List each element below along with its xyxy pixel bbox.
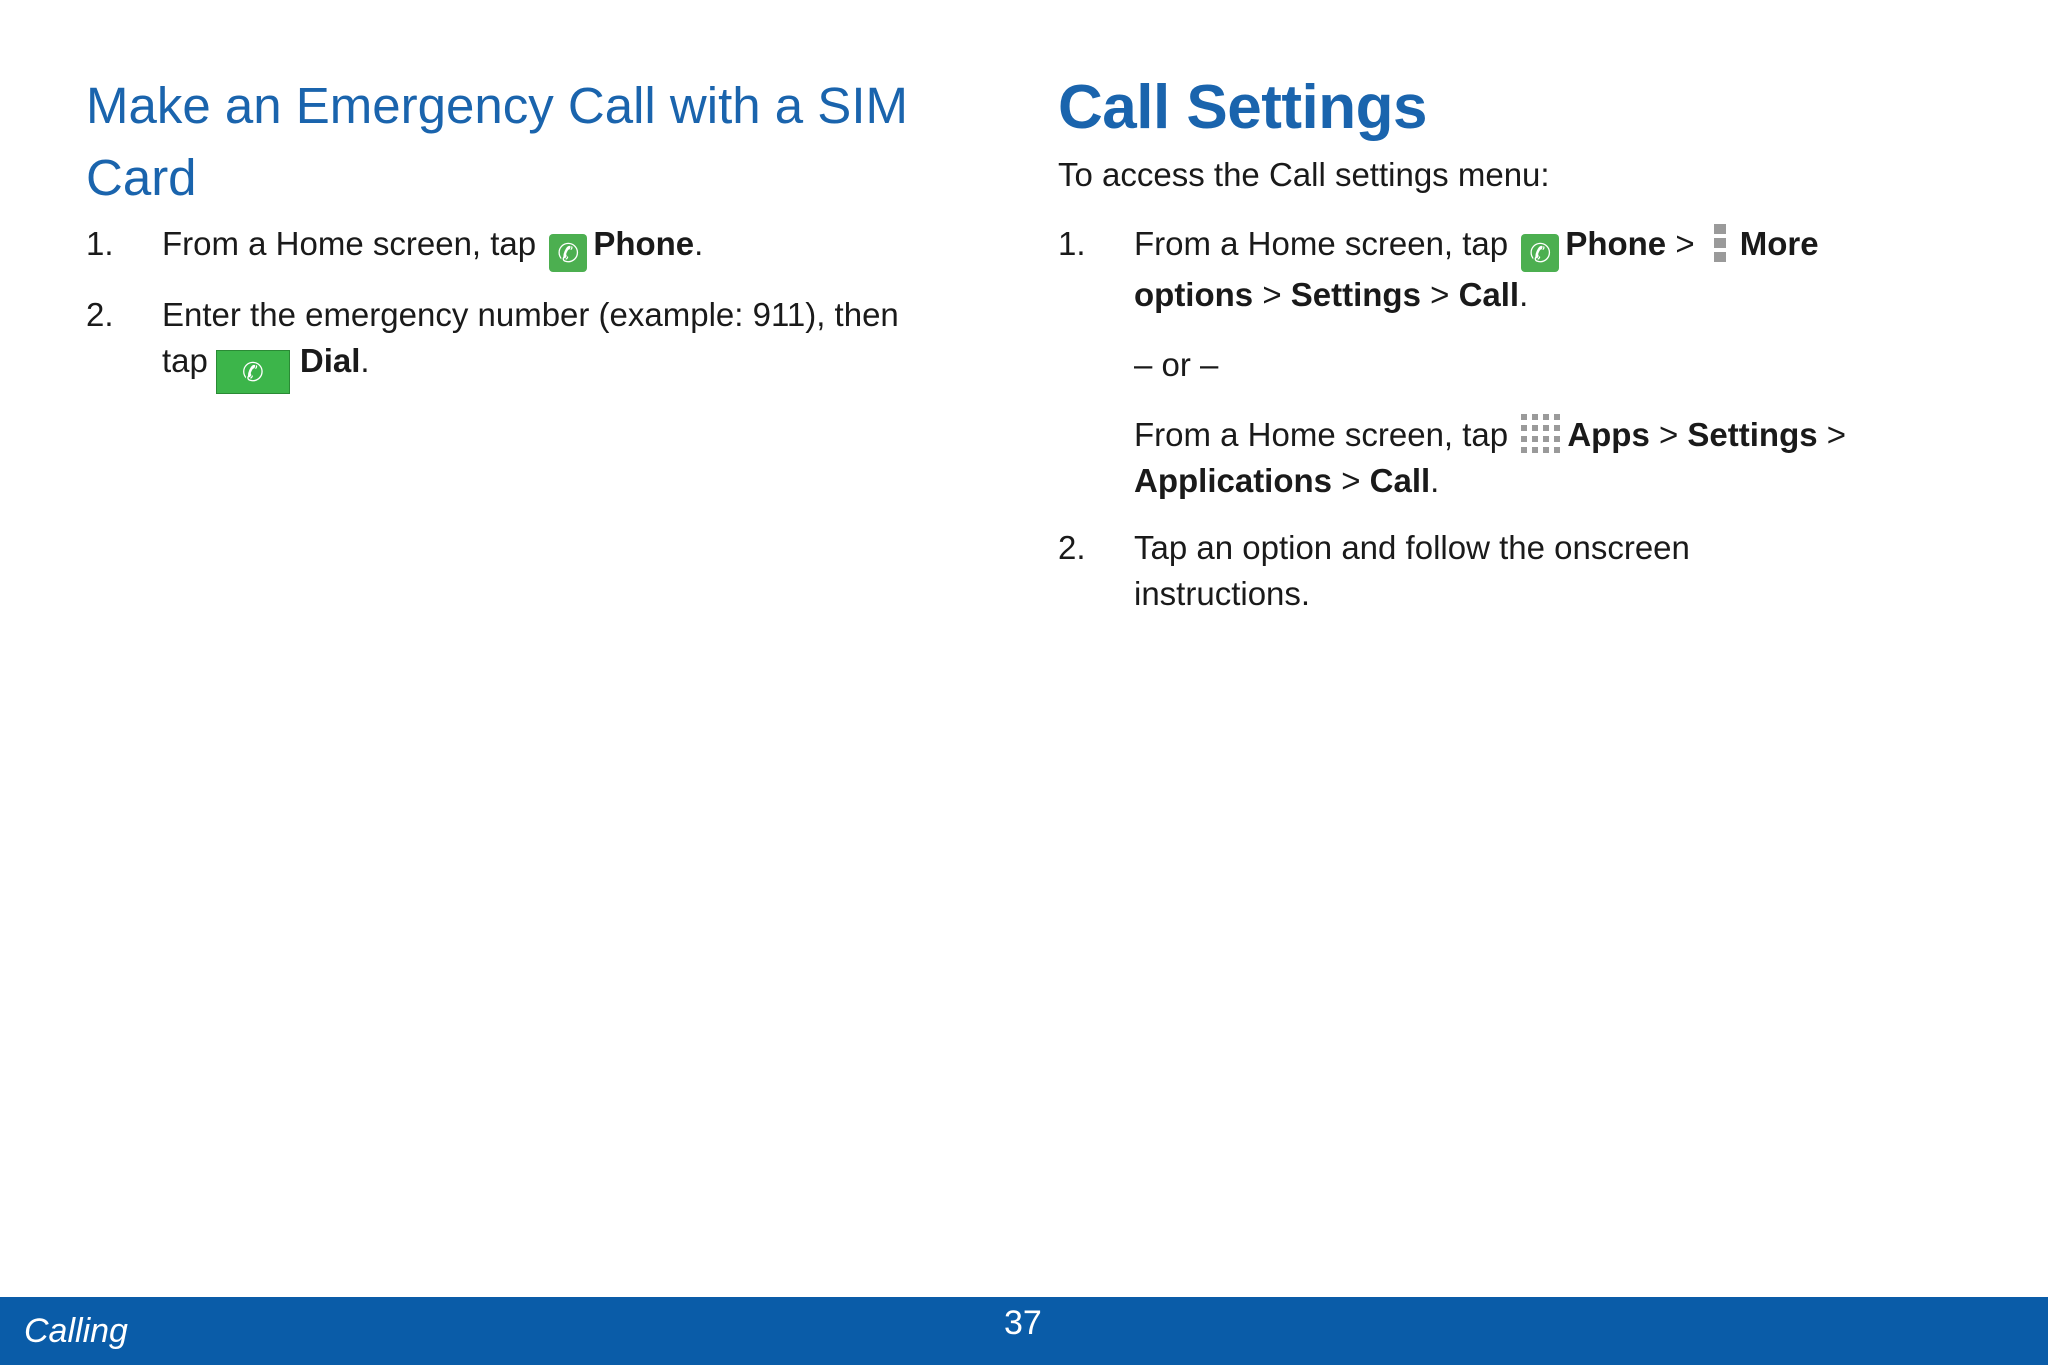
phone-label: Phone — [1565, 225, 1667, 262]
alt-step-text-pre: From a Home screen, tap — [1134, 416, 1509, 453]
path-separator: > — [1666, 225, 1704, 262]
step-text-pre: tap — [162, 342, 208, 379]
heading-line-1: Make an Emergency Call with a SIM — [86, 77, 908, 134]
step-text-post: . — [360, 342, 370, 379]
phone-icon: ✆ — [549, 234, 587, 272]
path-separator: > — [1649, 416, 1688, 453]
emergency-call-heading — [86, 70, 1006, 214]
path-separator: > — [1817, 416, 1847, 453]
apps-label: Apps — [1567, 416, 1650, 453]
dial-icon: ✆ — [216, 350, 290, 394]
phone-label: Phone — [593, 225, 695, 262]
call-label: Call — [1458, 276, 1520, 313]
path-separator: > — [1253, 276, 1291, 313]
step-number: 1. — [86, 225, 114, 262]
heading-line-2: Card — [86, 149, 197, 206]
step-text-line-1: Enter the emergency number (example: 911), then — [162, 296, 899, 333]
call-settings-heading: Call Settings — [1058, 73, 1428, 142]
step-text — [162, 292, 899, 394]
footer-section-title: Calling — [24, 1312, 128, 1350]
more-options-icon — [1714, 224, 1726, 262]
step-text-end: . — [1519, 276, 1529, 313]
call-settings-intro: To access the Call settings menu: — [1058, 156, 1550, 193]
step-number: 1. — [1058, 225, 1086, 262]
step-text-line-2: instructions. — [1134, 575, 1311, 612]
page-number: 37 — [1004, 1304, 1042, 1342]
settings-label: Settings — [1687, 416, 1818, 453]
step-text-post: . — [694, 225, 704, 262]
step-text-pre: From a Home screen, tap — [162, 225, 537, 262]
step-text-pre: From a Home screen, tap — [1134, 225, 1509, 262]
phone-icon: ✆ — [1521, 234, 1559, 272]
step-text — [1134, 221, 1846, 504]
step-text — [162, 221, 703, 272]
step-text-end: . — [1430, 462, 1440, 499]
path-separator: > — [1420, 276, 1459, 313]
settings-label: Settings — [1290, 276, 1421, 313]
page-footer — [0, 1297, 2048, 1365]
step-number: 2. — [1058, 529, 1086, 566]
or-separator: – or – — [1134, 346, 1219, 383]
step-text-line-1: Tap an option and follow the onscreen — [1134, 529, 1690, 566]
call-label: Call — [1369, 462, 1431, 499]
path-separator: > — [1332, 462, 1370, 499]
applications-label: Applications — [1134, 462, 1333, 499]
dial-label: Dial — [299, 342, 361, 379]
more-label: More — [1739, 225, 1819, 262]
step-text — [1134, 525, 1690, 617]
options-label: options — [1134, 276, 1254, 313]
step-number: 2. — [86, 296, 114, 333]
apps-icon — [1521, 414, 1561, 454]
